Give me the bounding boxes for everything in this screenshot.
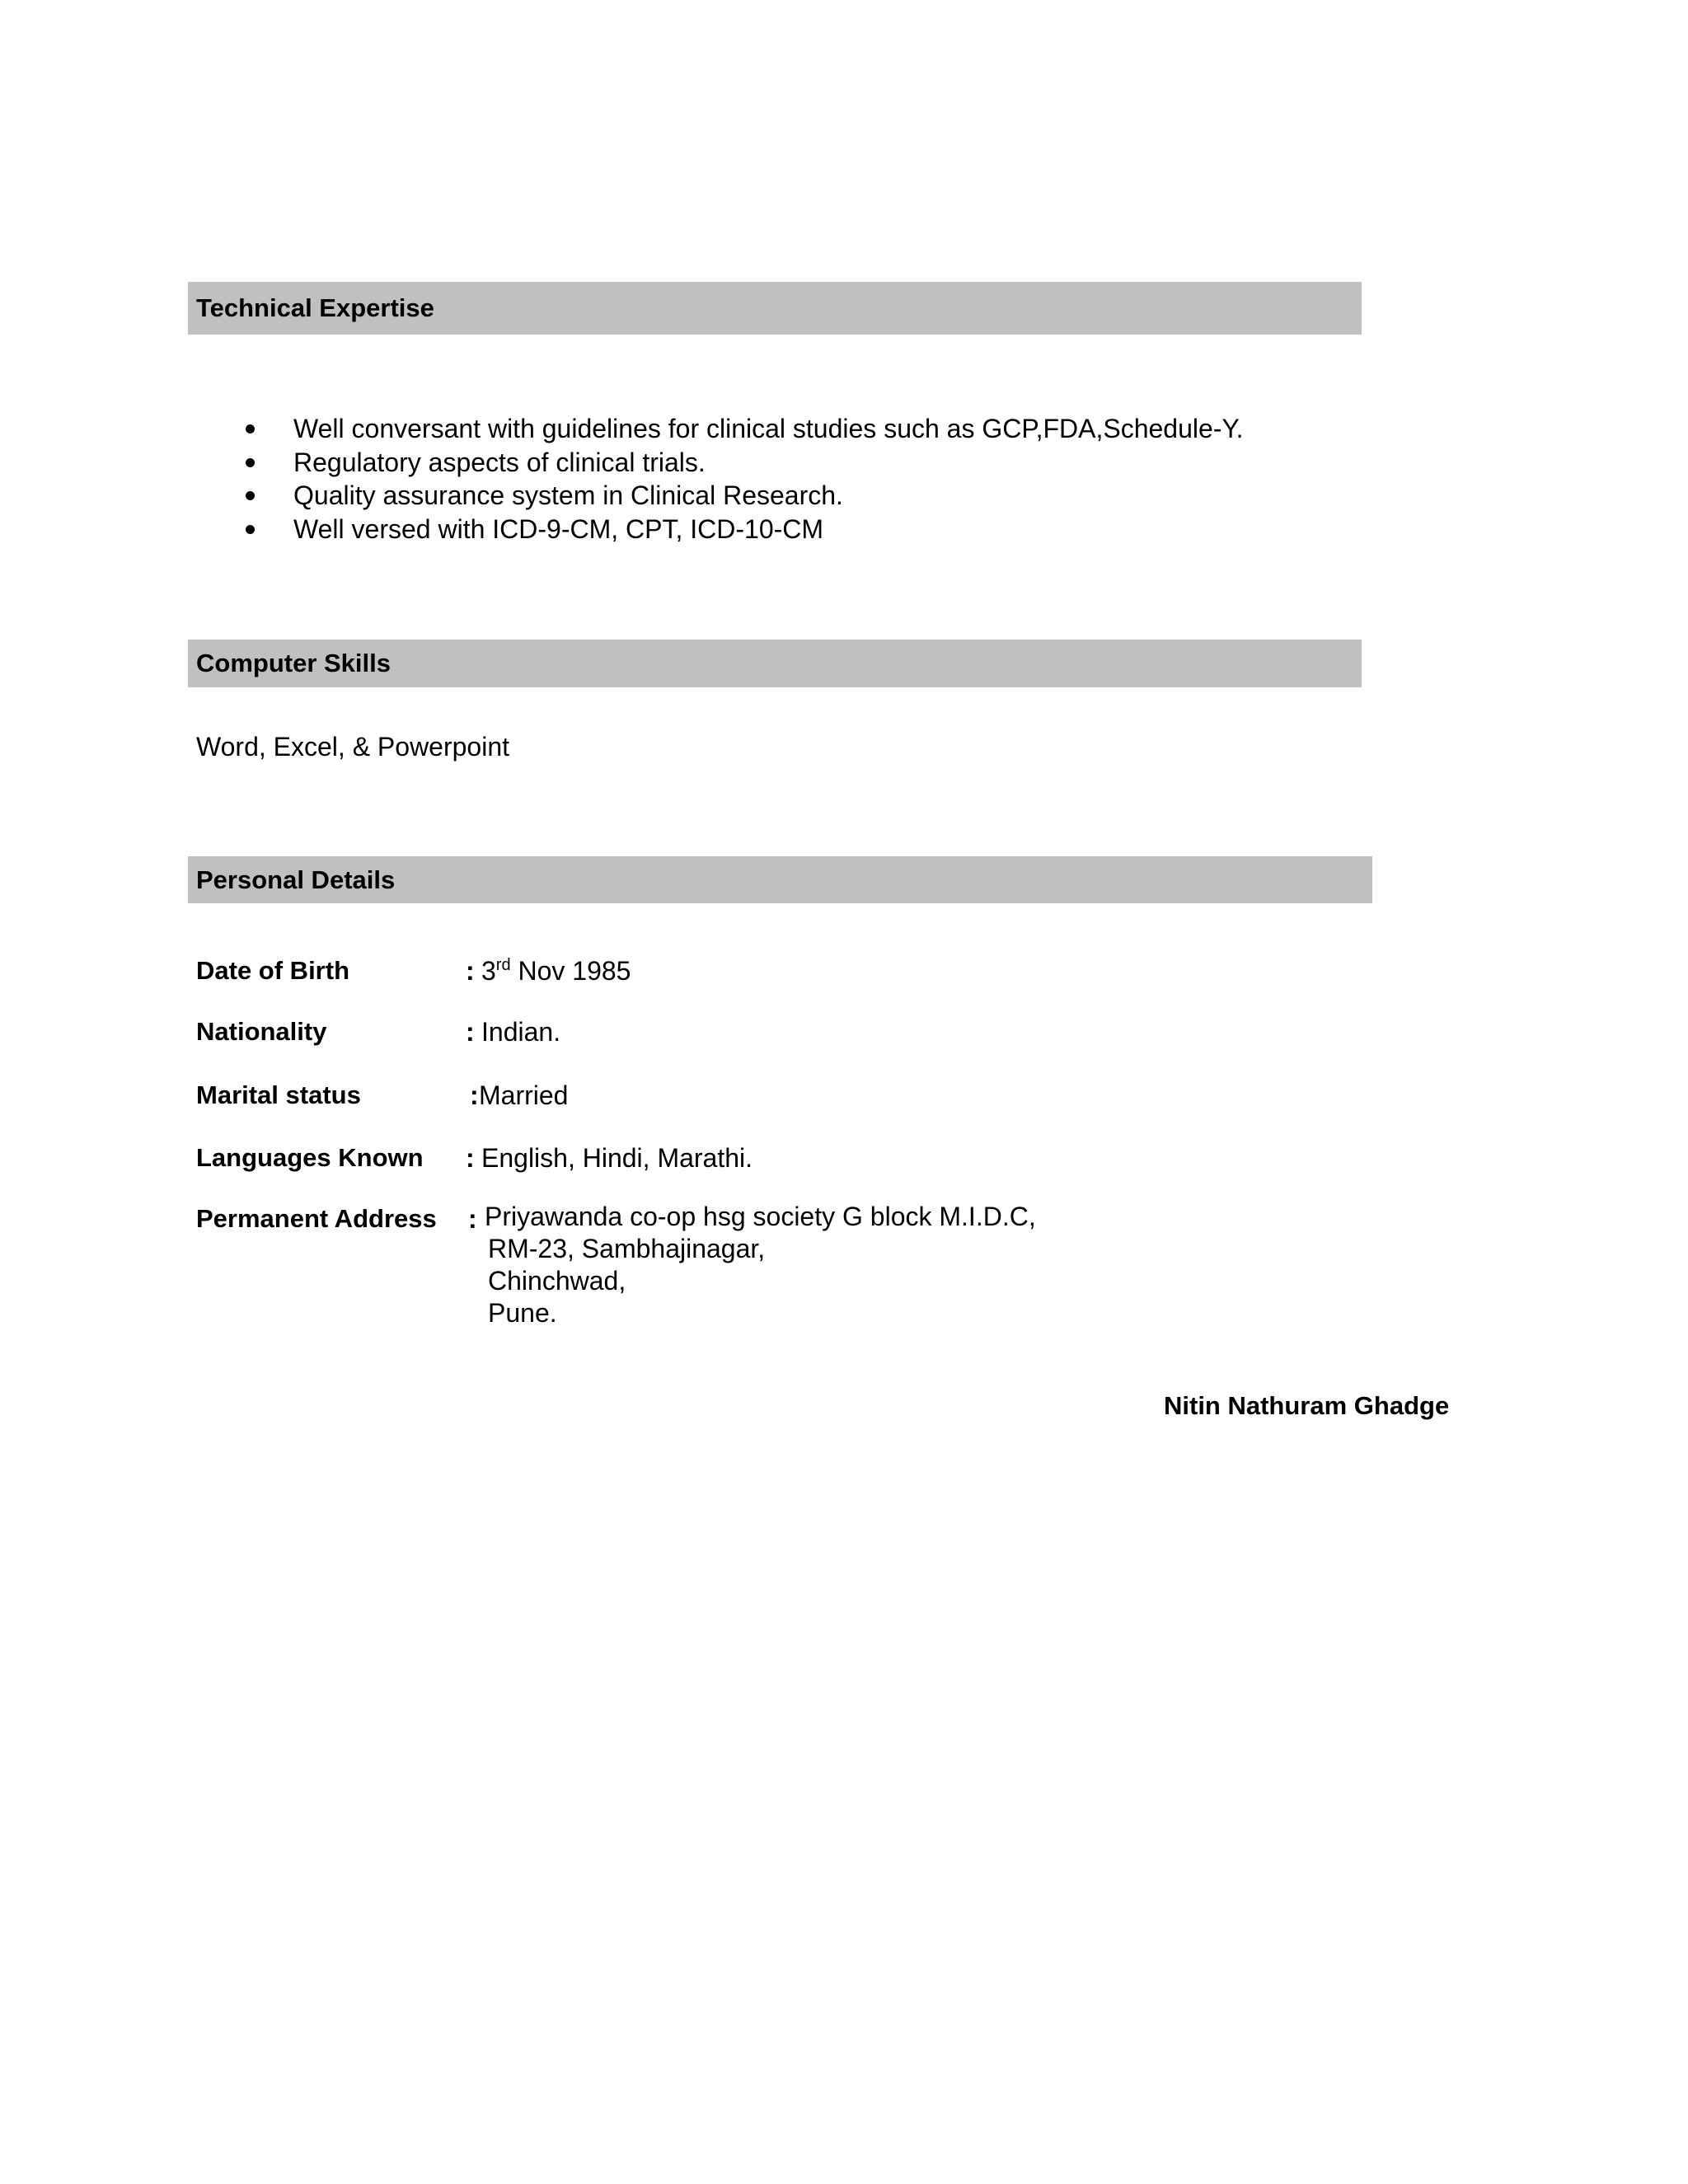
languages-colon: :	[466, 1143, 475, 1173]
marital-status-colon: :	[470, 1080, 479, 1110]
address-line: Pune.	[488, 1298, 557, 1328]
bullet-icon	[246, 424, 255, 434]
bullet-icon	[246, 491, 255, 500]
technical-expertise-title: Technical Expertise	[196, 293, 434, 322]
computer-skills-title: Computer Skills	[196, 649, 391, 677]
computer-skills-text: Word, Excel, & Powerpoint	[196, 732, 510, 762]
personal-details-header	[188, 856, 1372, 903]
technical-expertise-header	[188, 282, 1362, 335]
address-colon: :	[468, 1204, 477, 1234]
nationality-colon: :	[466, 1017, 475, 1047]
list-item: Regulatory aspects of clinical trials.	[239, 446, 1244, 480]
list-item: Well versed with ICD-9-CM, CPT, ICD-10-CM	[239, 513, 1244, 546]
list-item: Well conversant with guidelines for clinical studies such as GCP,FDA,Schedule-Y.	[239, 412, 1244, 446]
personal-details-title: Personal Details	[196, 865, 396, 894]
signature-name: Nitin Nathuram Ghadge	[1164, 1391, 1450, 1420]
technical-expertise-list	[239, 412, 1244, 546]
computer-skills-header	[188, 640, 1362, 687]
address-line: Chinchwad,	[488, 1266, 626, 1296]
marital-status-value: Married	[479, 1080, 569, 1110]
nationality-label: Nationality	[196, 1017, 327, 1046]
list-item: Quality assurance system in Clinical Research.	[239, 479, 1244, 513]
languages-label: Languages Known	[196, 1143, 424, 1172]
nationality-value: Indian.	[481, 1017, 561, 1047]
marital-status-label: Marital status	[196, 1080, 361, 1109]
address-line: Priyawanda co-op hsg society G block M.I.D.C,	[485, 1202, 1036, 1231]
dob-value: 3rd Nov 1985	[481, 956, 631, 986]
bullet-icon	[246, 458, 255, 467]
address-line: RM-23, Sambhajinagar,	[488, 1234, 766, 1263]
address-value	[485, 1201, 1036, 1329]
dob-colon: :	[466, 956, 475, 986]
dob-label: Date of Birth	[196, 956, 349, 985]
languages-value: English, Hindi, Marathi.	[481, 1143, 753, 1173]
bullet-icon	[246, 525, 255, 534]
address-label: Permanent Address	[196, 1204, 437, 1233]
